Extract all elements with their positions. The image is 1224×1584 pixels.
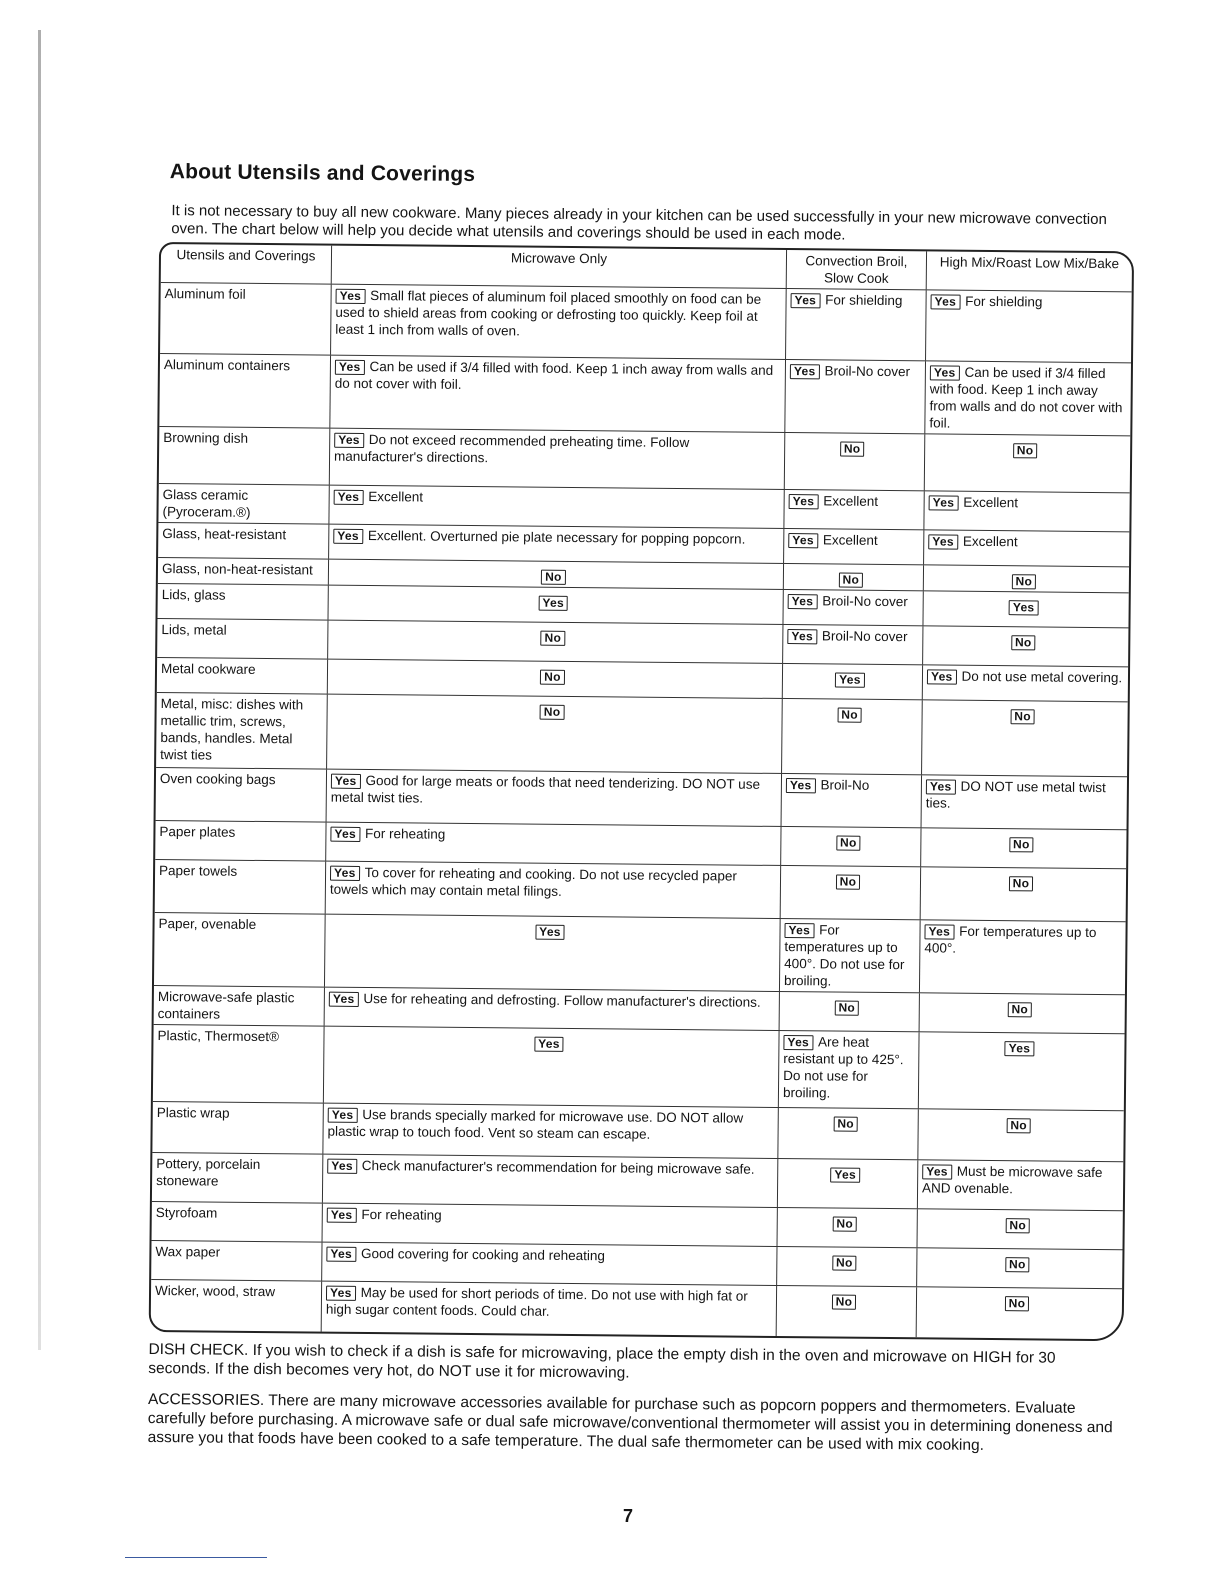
table-row bbox=[151, 1279, 1122, 1339]
utensil-name: Wax paper bbox=[155, 1244, 221, 1260]
mix-cell bbox=[919, 993, 1125, 1033]
microwave-note: May be used for short periods of time. Do not use with high fat or high sugar content foods. Could char. bbox=[325, 1284, 748, 1319]
convection-cell bbox=[783, 490, 923, 529]
suitability-badge: No bbox=[1013, 443, 1038, 458]
microwave-cell bbox=[327, 660, 782, 698]
suitability-badge: Yes bbox=[336, 289, 366, 304]
utensil-name: Paper towels bbox=[159, 863, 238, 879]
suitability-badge: Yes bbox=[928, 534, 958, 549]
utensil-name: Metal cookware bbox=[160, 661, 256, 677]
utensil-name: Glass, heat-resistant bbox=[162, 526, 287, 543]
suitability-badge: No bbox=[839, 573, 864, 588]
suitability-badge: No bbox=[1005, 1257, 1030, 1272]
table-row bbox=[160, 282, 1132, 362]
suitability-badge: Yes bbox=[922, 1164, 952, 1179]
microwave-note: Check manufacturer's recommendation for being microwave safe. bbox=[361, 1157, 755, 1177]
convection-note: For temperatures up to 400°. Do not use for broiling. bbox=[783, 922, 905, 989]
mix-cell bbox=[923, 491, 1129, 531]
suitability-badge: No bbox=[836, 836, 861, 851]
suitability-badge: Yes bbox=[334, 490, 364, 505]
utensil-name: Glass, non-heat-resistant bbox=[161, 561, 313, 578]
mix-cell bbox=[924, 434, 1131, 492]
utensil-name: Lids, metal bbox=[161, 622, 227, 638]
mix-note: Can be used if 3/4 filled with food. Keep 1 inch away from walls and do not cover with foil. bbox=[929, 364, 1123, 431]
page-number: 7 bbox=[623, 1506, 634, 1526]
suitability-badge: Yes bbox=[789, 494, 819, 509]
convection-note: Broil-No bbox=[820, 777, 870, 793]
suitability-badge: Yes bbox=[331, 774, 361, 789]
suitability-badge: No bbox=[1011, 635, 1036, 650]
mix-note: For temperatures up to 400°. bbox=[924, 923, 1097, 956]
convection-cell bbox=[780, 827, 920, 866]
mix-cell bbox=[923, 530, 1129, 566]
convection-cell bbox=[784, 433, 925, 490]
mix-cell bbox=[918, 1032, 1125, 1110]
page-title: About Utensils and Coverings bbox=[169, 160, 476, 187]
footer-rule bbox=[125, 1557, 267, 1558]
microwave-cell bbox=[321, 1243, 776, 1285]
utensil-name: Lids, glass bbox=[161, 587, 226, 603]
mix-cell bbox=[923, 565, 1129, 592]
convection-cell bbox=[780, 866, 920, 919]
suitability-badge: No bbox=[1005, 1218, 1030, 1233]
mix-cell bbox=[916, 1248, 1122, 1288]
microwave-cell bbox=[324, 915, 780, 991]
utensil-name: Plastic, Thermoset® bbox=[157, 1028, 280, 1045]
microwave-cell bbox=[327, 586, 782, 624]
suitability-badge: Yes bbox=[929, 495, 959, 510]
suitability-badge: Yes bbox=[924, 924, 954, 939]
convection-cell bbox=[783, 529, 923, 564]
mix-note: Excellent bbox=[962, 533, 1018, 550]
mix-note: Do not use metal covering. bbox=[961, 668, 1123, 686]
mix-cell bbox=[925, 290, 1132, 362]
utensil-name: Oven cooking bags bbox=[159, 771, 276, 788]
microwave-cell bbox=[321, 1282, 776, 1336]
microwave-cell bbox=[324, 988, 779, 1030]
mix-cell bbox=[917, 1160, 1123, 1210]
suitability-badge: No bbox=[540, 670, 565, 685]
utensil-name: Paper plates bbox=[159, 824, 236, 840]
utensil-name: Glass ceramic (Pyroceram.®) bbox=[162, 487, 251, 520]
mix-cell bbox=[919, 920, 1126, 994]
convection-cell bbox=[781, 699, 922, 774]
suitability-badge: No bbox=[1012, 574, 1037, 589]
convection-note: Are heat resistant up to 425°. Do not use for broiling. bbox=[782, 1034, 904, 1101]
convection-cell bbox=[777, 1108, 917, 1159]
microwave-note: For reheating bbox=[364, 826, 446, 842]
manual-page bbox=[147, 150, 1135, 1468]
suitability-badge: No bbox=[832, 1217, 857, 1232]
convection-cell bbox=[781, 774, 921, 827]
utensil-name: Browning dish bbox=[163, 430, 249, 446]
microwave-note: Use for reheating and defrosting. Follow manufacturer's directions. bbox=[363, 990, 761, 1010]
convection-cell bbox=[779, 992, 919, 1031]
header-convection: Convection Broil, Slow Cook bbox=[786, 250, 926, 289]
convection-cell bbox=[783, 564, 923, 590]
table-row bbox=[152, 1152, 1123, 1210]
microwave-note: To cover for reheating and cooking. Do not use recycled paper towels which may contain metal filings. bbox=[329, 864, 737, 899]
suitability-badge: Yes bbox=[788, 533, 818, 548]
mix-note: DO NOT use metal twist ties. bbox=[925, 778, 1106, 811]
header-utensils: Utensils and Coverings bbox=[176, 247, 316, 264]
table-row bbox=[156, 767, 1127, 829]
suitability-badge: No bbox=[1005, 1296, 1030, 1311]
utensil-name: Wicker, wood, straw bbox=[154, 1283, 276, 1300]
convection-note: Broil-No cover bbox=[822, 593, 908, 610]
microwave-cell bbox=[323, 1027, 779, 1107]
dish-check-paragraph: DISH CHECK. If you wish to check if a dish is safe for microwaving, place the empty dish in the oven and microwave on HIGH for 30 seconds. If the dish becomes very hot, do NOT use it for microwaving. bbox=[148, 1340, 1056, 1382]
suitability-badge: Yes bbox=[327, 1159, 357, 1174]
suitability-badge: Yes bbox=[1005, 1041, 1035, 1056]
convection-cell bbox=[777, 1208, 917, 1247]
mix-cell bbox=[916, 1287, 1122, 1339]
suitability-badge: Yes bbox=[330, 866, 360, 881]
table-row bbox=[159, 426, 1131, 492]
suitability-badge: Yes bbox=[927, 669, 957, 684]
suitability-badge: Yes bbox=[791, 293, 821, 308]
mix-cell bbox=[924, 361, 1131, 435]
suitability-badge: Yes bbox=[334, 433, 364, 448]
table-row bbox=[154, 912, 1126, 994]
header-mix: High Mix/Roast Low Mix/Bake bbox=[926, 251, 1132, 291]
convection-cell bbox=[785, 289, 926, 360]
suitability-badge: Yes bbox=[538, 596, 568, 611]
suitability-badge: No bbox=[1006, 1118, 1031, 1133]
microwave-note: Can be used if 3/4 filled with food. Keep 1 inch away from walls and do not cover with foil. bbox=[334, 359, 774, 392]
convection-cell bbox=[778, 1031, 919, 1108]
suitability-badge: Yes bbox=[335, 360, 365, 375]
suitability-badge: No bbox=[833, 1117, 858, 1132]
utensil-name: Aluminum containers bbox=[163, 357, 291, 374]
suitability-badge: Yes bbox=[783, 1035, 813, 1050]
convection-cell bbox=[776, 1247, 916, 1286]
suitability-badge: Yes bbox=[931, 294, 961, 309]
utensil-name: Aluminum foil bbox=[164, 286, 246, 302]
suitability-badge: No bbox=[540, 705, 565, 720]
microwave-cell bbox=[328, 486, 783, 528]
mix-cell bbox=[922, 591, 1128, 627]
microwave-cell bbox=[329, 356, 785, 432]
convection-note: Excellent bbox=[823, 493, 879, 509]
utensils-table bbox=[149, 242, 1134, 1341]
suitability-badge: Yes bbox=[784, 923, 814, 938]
notes-section bbox=[148, 1340, 1119, 1456]
suitability-badge: Yes bbox=[786, 778, 816, 793]
microwave-cell bbox=[326, 770, 781, 826]
table-row bbox=[159, 353, 1131, 435]
utensil-name: Plastic wrap bbox=[156, 1105, 230, 1121]
mix-cell bbox=[917, 1209, 1123, 1249]
suitability-badge: Yes bbox=[926, 779, 956, 794]
mix-cell bbox=[920, 828, 1126, 868]
convection-cell bbox=[776, 1286, 916, 1337]
suitability-badge: Yes bbox=[788, 594, 818, 609]
convection-note: Excellent bbox=[822, 532, 878, 548]
microwave-note: For reheating bbox=[361, 1206, 442, 1223]
mix-cell bbox=[922, 626, 1128, 666]
mix-note: Excellent bbox=[963, 494, 1019, 511]
table-row bbox=[152, 1101, 1123, 1161]
header-microwave: Microwave Only bbox=[331, 246, 786, 288]
utensil-name: Paper, ovenable bbox=[158, 916, 257, 932]
suitability-badge: No bbox=[832, 1295, 857, 1310]
convection-note: For shielding bbox=[825, 292, 903, 309]
convection-cell bbox=[784, 360, 925, 433]
suitability-badge: Yes bbox=[830, 1167, 860, 1182]
microwave-cell bbox=[326, 695, 782, 773]
suitability-badge: Yes bbox=[534, 1037, 564, 1052]
intro-paragraph: It is not necessary to buy all new cookware. Many pieces already in your kitchen can be used successfully in your new microwave convection oven. The chart below will help you decide what utensils and coverings should be used in each mode. bbox=[171, 202, 1107, 244]
utensil-name: Metal, misc: dishes with metallic trim, screws, bands, handles. Metal twist ties bbox=[160, 696, 304, 763]
microwave-note: Use brands specially marked for microwave use. DO NOT allow plastic wrap to touch food. Vent so steam can escape. bbox=[327, 1106, 744, 1142]
microwave-cell bbox=[329, 429, 785, 489]
microwave-note: Do not exceed recommended preheating time. Follow manufacturer's directions. bbox=[333, 432, 690, 466]
mix-cell bbox=[921, 700, 1128, 776]
suitability-badge: Yes bbox=[333, 529, 363, 544]
suitability-badge: Yes bbox=[790, 364, 820, 379]
convection-note: Broil-No cover bbox=[824, 363, 911, 380]
suitability-badge: Yes bbox=[787, 629, 817, 644]
microwave-note: Good covering for cooking and reheating bbox=[360, 1245, 605, 1264]
microwave-cell bbox=[330, 285, 786, 359]
suitability-badge: Yes bbox=[835, 673, 865, 688]
utensil-name: Pottery, porcelain stoneware bbox=[156, 1156, 261, 1189]
table-body bbox=[151, 282, 1132, 1339]
scan-edge-shadow bbox=[38, 30, 41, 1350]
microwave-cell bbox=[322, 1204, 777, 1246]
table-row bbox=[156, 692, 1128, 776]
microwave-note: Excellent. Overturned pie plate necessary for popping popcorn. bbox=[367, 528, 746, 547]
suitability-badge: No bbox=[840, 442, 865, 457]
suitability-badge: No bbox=[832, 1256, 857, 1271]
convection-note: Broil-No cover bbox=[821, 628, 908, 645]
microwave-cell bbox=[328, 560, 783, 589]
suitability-badge: Yes bbox=[328, 1108, 358, 1123]
suitability-badge: Yes bbox=[1009, 600, 1039, 615]
suitability-badge: No bbox=[1009, 837, 1034, 852]
suitability-badge: No bbox=[541, 570, 566, 585]
mix-cell bbox=[921, 775, 1127, 829]
suitability-badge: Yes bbox=[330, 827, 360, 842]
microwave-cell bbox=[328, 525, 783, 563]
suitability-badge: Yes bbox=[329, 992, 359, 1007]
suitability-badge: No bbox=[834, 1001, 859, 1016]
mix-cell bbox=[922, 665, 1128, 701]
microwave-cell bbox=[327, 621, 782, 663]
suitability-badge: No bbox=[837, 708, 862, 723]
microwave-cell bbox=[322, 1104, 777, 1158]
microwave-cell bbox=[325, 823, 780, 865]
suitability-badge: No bbox=[540, 631, 565, 646]
suitability-badge: Yes bbox=[327, 1208, 357, 1223]
suitability-badge: Yes bbox=[326, 1286, 356, 1301]
suitability-badge: Yes bbox=[930, 365, 960, 380]
mix-note: Must be microwave safe AND ovenable. bbox=[922, 1163, 1103, 1197]
accessories-paragraph: ACCESSORIES. There are many microwave accessories available for purchase such as popcorn poppers and thermometers. Evaluate carefully before purchasing. A microwave safe or dual safe microwave/conventional thermometer will assist you in determining doneness and assure you that foods have been cooked to a safe temperature. The dual safe thermometer can be used with mix cooking. bbox=[147, 1390, 1113, 1454]
convection-cell bbox=[782, 590, 922, 625]
suitability-badge: No bbox=[1009, 876, 1034, 891]
suitability-badge: Yes bbox=[326, 1247, 356, 1262]
suitability-badge: No bbox=[836, 875, 861, 890]
microwave-cell bbox=[322, 1155, 777, 1207]
convection-cell bbox=[782, 625, 922, 664]
microwave-note: Good for large meats or foods that need tenderizing. DO NOT use metal twist ties. bbox=[330, 773, 761, 806]
microwave-cell bbox=[325, 862, 780, 918]
microwave-note: Small flat pieces of aluminum foil placed smoothly on food can be used to shield areas from cooking or defrosting too quickly. Keep foil at least 1 inch from walls of oven. bbox=[335, 288, 762, 339]
table-row bbox=[155, 859, 1126, 921]
suitability-badge: Yes bbox=[535, 925, 565, 940]
convection-cell bbox=[777, 1159, 917, 1208]
suitability-badge: No bbox=[1010, 709, 1035, 724]
utensil-name: Microwave-safe plastic containers bbox=[157, 989, 295, 1022]
mix-note: For shielding bbox=[965, 293, 1043, 310]
convection-cell bbox=[782, 664, 922, 699]
suitability-badge: No bbox=[1007, 1002, 1032, 1017]
convection-cell bbox=[779, 919, 920, 992]
utensil-name: Styrofoam bbox=[155, 1205, 218, 1221]
microwave-note: Excellent bbox=[368, 489, 424, 505]
table-row bbox=[153, 1024, 1125, 1110]
mix-cell bbox=[917, 1109, 1123, 1161]
mix-cell bbox=[920, 867, 1126, 921]
